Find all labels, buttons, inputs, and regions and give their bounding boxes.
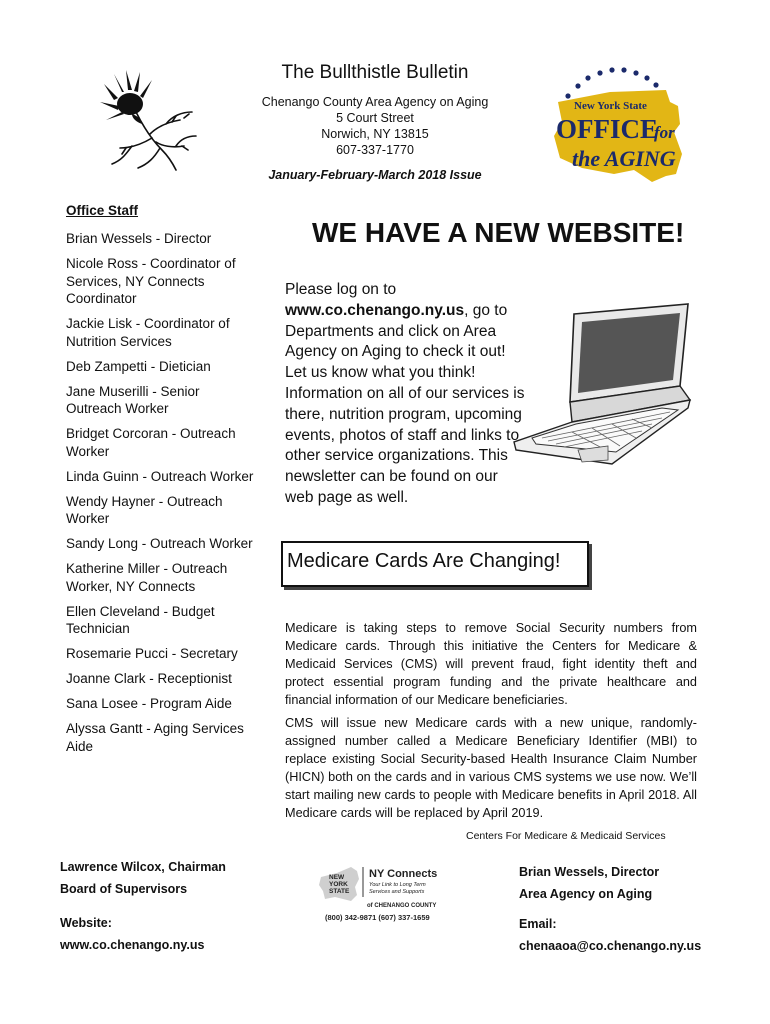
director-name: Brian Wessels, Director [519,865,660,879]
staff-member: Joanne Clark - Receptionist [66,671,232,686]
staff-member: Brian Wessels - Director [66,231,212,246]
logo-line4: the AGING [572,146,676,171]
staff-member: Rosemarie Pucci - Secretary [66,646,238,661]
staff-member: Sandy Long - Outreach Worker [66,536,253,551]
org-street: 5 Court Street [336,111,414,125]
nyc-tagline-2: Services and Supports [369,889,425,895]
chairman-title: Board of Supervisors [60,882,188,896]
staff-member: Jackie Lisk - Coordinator of Nutrition Services [66,316,230,349]
org-city: Norwich, NY 13815 [321,127,429,141]
org-phone: 607-337-1770 [336,143,414,157]
staff-member: Katherine Miller - Outreach Worker, NY Connects [66,561,228,594]
nyc-name: NY Connects [369,868,438,880]
medicare-heading: Medicare Cards Are Changing! [287,550,561,572]
staff-member: Alyssa Gantt - Aging Services Aide [66,721,244,754]
nyc-county: of CHENANGO COUNTY [367,903,437,909]
staff-member: Jane Muserilli - Senior Outreach Worker [66,383,200,416]
director-title: Area Agency on Aging [519,887,653,901]
staff-member: Nicole Ross - Coordinator of Services, NY Connects Coordinator [66,256,236,306]
nyc-state-3: STATE [329,888,350,895]
nyc-phones: (800) 342-9871 (607) 337-1659 [325,913,430,922]
footer-email-link[interactable]: chenaaoa@co.chenango.ny.us [519,939,702,953]
logo-line3: for [654,123,675,142]
medicare-paragraph-2: CMS will issue new Medicare cards with a new unique, randomly-assigned number called a Medicare Beneficiary Identifier (MBI) to replace existing Social Security-based Health Insurance Claim Number (HICN) both on the cards and in various CMS systems we use now. We’ll start mailing new cards to people with Medicare benefits in April 2018. All Medicare cards will be replaced by April 2019. [285,716,697,820]
email-label: Email: [519,917,557,931]
staff-member: Sana Losee - Program Aide [66,696,232,711]
staff-member: Ellen Cleveland - Budget Technician [66,603,215,636]
website-label: Website: [60,916,112,930]
office-staff-heading: Office Staff [66,203,139,218]
website-headline: WE HAVE A NEW WEBSITE! [312,217,685,248]
org-name: Chenango County Area Agency on Aging [261,95,489,109]
medicare-credit: Centers For Medicare & Medicaid Services [466,830,666,842]
thistle-illustration [92,66,202,174]
staff-member: Bridget Corcoran - Outreach Worker [66,426,236,459]
staff-list [66,230,256,763]
website-intro: Please log on to [285,281,397,298]
bulletin-title: The Bullthistle Bulletin [281,62,469,83]
nyc-state-1: NEW [329,874,345,881]
laptop-illustration [512,300,692,470]
website-body: , go to Departments and click on Area Agency on Aging to check it out! Let us know what you think! Information on all of our services is there, nutrition program, upcoming events, photos of staff and links to other service organizations. This newsletter can be found on our web page as well. [285,301,525,506]
logo-line1: New York State [574,100,647,112]
nyc-tagline-1: Your Link to Long Term [369,882,426,888]
ny-connects-logo [315,857,465,927]
staff-member: Linda Guinn - Outreach Worker [66,468,254,484]
footer-left-block [60,856,226,956]
website-link[interactable]: www.co.chenango.ny.us [285,301,465,319]
chairman-name: Lawrence Wilcox, Chairman [60,860,226,874]
issue-date: January-February-March 2018 Issue [268,168,482,182]
logo-line2: OFFICE [556,114,659,144]
footer-right-block [519,861,701,957]
office-for-aging-logo [548,62,694,188]
staff-member: Deb Zampetti - Dietician [66,358,211,374]
nyc-state-2: YORK [329,881,348,888]
footer-website-link[interactable]: www.co.chenango.ny.us [60,938,205,952]
staff-member: Wendy Hayner - Outreach Worker [66,493,223,526]
website-article-body [285,280,525,509]
medicare-paragraph-1: Medicare is taking steps to remove Social Security numbers from Medicare cards. Through this initiative the Centers for Medicare & Medicaid Services (CMS) will prevent fraud, fight identity theft and protect essential program funding and the private healthcare and financial information of our Medicare beneficiaries. [285,621,697,707]
